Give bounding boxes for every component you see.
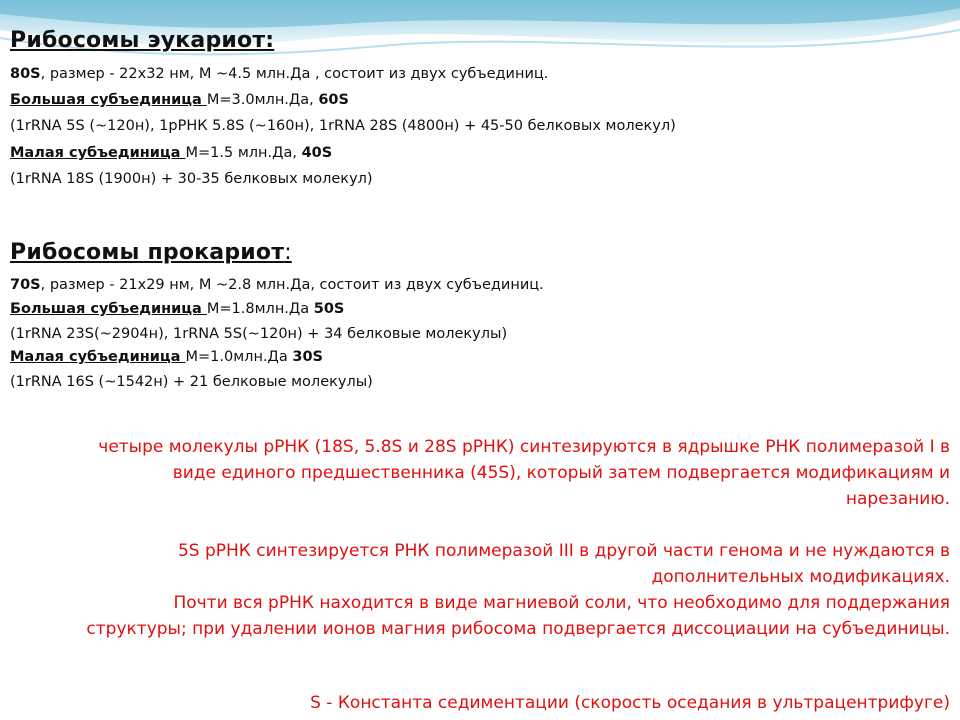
eukaryote-80s: 80S — [10, 66, 41, 82]
prokaryote-30s: 30S — [292, 349, 323, 365]
eukaryote-size-text: , размер - 22х32 нм, М ~4.5 млн.Да , состоит из двух субъединиц. — [40, 66, 549, 82]
eukaryote-large-composition: (1rRNA 5S (~120н), 1рРНК 5.8S (~160н), 1rRNA 28S (4800н) + 45-50 белковых молекул) — [10, 118, 676, 134]
eukaryote-small-subunit-line — [10, 145, 332, 161]
notes-paragraph-3 — [70, 590, 950, 642]
eukaryote-large-subunit-line — [10, 92, 349, 108]
prokaryote-title-colon: : — [284, 240, 292, 265]
note-magnesium: Почти вся рРНК находится в виде магниевой соли, что необходимо для поддержания структуры; при удалении ионов магния рибосома подвергается диссоциации на субъединицы. — [86, 593, 950, 639]
notes-paragraph-4 — [70, 690, 950, 716]
prokaryote-small-label: Малая субъединица — [10, 349, 186, 365]
prokaryote-70s: 70S — [10, 277, 41, 293]
prokaryote-small-subunit-line — [10, 349, 323, 365]
eukaryote-small-mass: М=1.5 млн.Да, — [185, 145, 302, 161]
eukaryote-large-mass: М=3.0млн.Да, — [206, 92, 319, 108]
eukaryote-small-composition: (1rRNA 18S (1900н) + 30-35 белковых молекул) — [10, 171, 373, 187]
eukaryote-large-label: Большая субъединица — [10, 92, 207, 108]
prokaryote-50s: 50S — [313, 301, 345, 317]
prokaryote-large-mass: М=1.8млн.Да — [206, 301, 314, 317]
prokaryote-large-composition: (1rRNA 23S(~2904н), 1rRNA 5S(~120н) + 34 белковые молекулы) — [10, 326, 508, 342]
prokaryote-title — [10, 240, 292, 265]
notes-paragraph-2 — [70, 538, 950, 590]
prokaryote-title-text: Рибосомы прокариот — [10, 240, 285, 265]
note-rrna-synthesis: четыре молекулы рРНК (18S, 5.8S и 28S рРНК) синтезируются в ядрышке РНК полимеразой I в виде единого предшественника (45S), который затем подвергается модификациям и нарезанию. — [98, 437, 950, 509]
prokaryote-line-70s — [10, 277, 544, 293]
eukaryote-title: Рибосомы эукариот: — [10, 28, 275, 53]
eukaryote-line-80s — [10, 66, 548, 82]
eukaryote-40s: 40S — [301, 145, 333, 161]
note-5s-rrna: 5S рРНК синтезируется РНК полимеразой III в другой части генома и не нуждаются в дополнительных модификациях. — [177, 541, 950, 587]
note-sedimentation: S - Константа седиментации (скорость оседания в ультрацентрифуге) — [310, 693, 950, 713]
prokaryote-large-label: Большая субъединица — [10, 301, 207, 317]
prokaryote-small-mass: М=1.0млн.Да — [185, 349, 293, 365]
prokaryote-large-subunit-line — [10, 301, 344, 317]
notes-paragraph-1 — [70, 434, 950, 512]
prokaryote-small-composition: (1rRNA 16S (~1542н) + 21 белковые молекулы) — [10, 374, 373, 390]
eukaryote-60s: 60S — [318, 92, 349, 108]
eukaryote-small-label: Малая субъединица — [10, 145, 186, 161]
prokaryote-size-text: , размер - 21х29 нм, М ~2.8 млн.Да, состоит из двух субъединиц. — [40, 277, 544, 293]
